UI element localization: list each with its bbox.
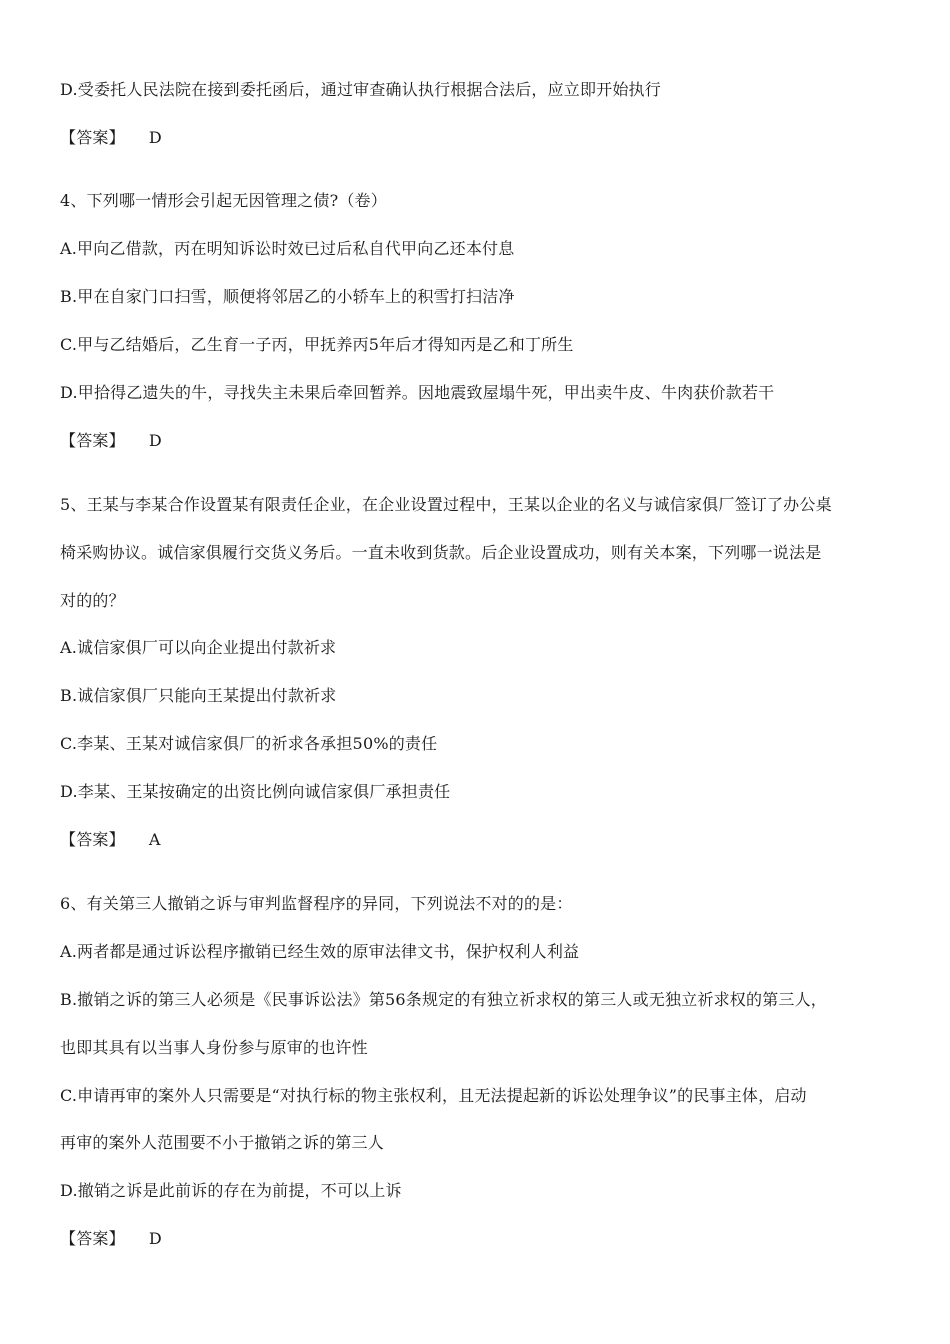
q6-option-d: D.撤销之诉是此前诉的存在为前提，不可以上诉 [60,1181,402,1200]
answer-label: 【答案】 [60,1229,125,1248]
q4-option-c: C.甲与乙结婚后，乙生育一子丙，甲抚养丙5年后才得知丙是乙和丁所生 [60,335,574,354]
q6-stem: 6、有关第三人撤销之诉与审判监督程序的异同，下列说法不对的的是： [60,894,573,913]
q5-option-c: C.李某、王某对诚信家俱厂的祈求各承担50%的责任 [60,734,438,753]
q5-option-b: B.诚信家俱厂只能向王某提出付款祈求 [60,686,337,705]
q5-option-d: D.李某、王某按确定的出资比例向诚信家俱厂承担责任 [60,782,451,801]
q6-option-c-line-1: C.申请再审的案外人只需要是“对执行标的物主张权利，且无法提起新的诉讼处理争议”的民事主体，启动 [60,1086,807,1105]
q6-option-a: A.两者都是通过诉讼程序撤销已经生效的原审法律文书，保护权利人利益 [60,942,580,961]
answer-label: 【答案】 [60,128,125,147]
q5-stem-line-2: 椅采购协议。诚信家俱履行交货义务后。一直未收到货款。后企业设置成功，则有关本案，下列哪一说法是 [60,543,822,562]
q5-option-a: A.诚信家俱厂可以向企业提出付款祈求 [60,638,337,657]
q6-answer [60,1228,900,1250]
answer-label: 【答案】 [60,431,125,450]
q6-option-b-line-1: B.撤销之诉的第三人必须是《民事诉讼法》第56条规定的有独立祈求权的第三人或无独立祈求权的第三人， [60,990,828,1009]
answer-label: 【答案】 [60,830,125,849]
q3-answer [60,127,900,149]
q5-stem-line-1: 5、王某与李某合作设置某有限责任企业，在企业设置过程中，王某以企业的名义与诚信家俱厂签订了办公桌 [60,495,832,514]
q4-stem: 4、下列哪一情形会引起无因管理之债?（卷） [60,191,387,210]
q5-answer [60,829,900,851]
answer-value: D [148,1229,162,1248]
q4-option-d: D.甲拾得乙遗失的牛，寻找失主未果后牵回暂养。因地震致屋塌牛死，甲出卖牛皮、牛肉获价款若干 [60,383,775,402]
q4-option-a: A.甲向乙借款，丙在明知诉讼时效已过后私自代甲向乙还本付息 [60,239,515,258]
q5-stem-line-3: 对的的？ [60,591,125,610]
q3-option-d: D.受委托人民法院在接到委托函后，通过审查确认执行根据合法后，应立即开始执行 [60,80,661,99]
q6-option-b-line-2: 也即其具有以当事人身份参与原审的也许性 [60,1038,368,1057]
q4-answer [60,430,900,452]
q6-option-c-line-2: 再审的案外人范围要不小于撤销之诉的第三人 [60,1133,385,1152]
answer-value: D [148,128,162,147]
answer-value: A [148,830,161,849]
q4-option-b: B.甲在自家门口扫雪，顺便将邻居乙的小轿车上的积雪打扫洁净 [60,287,515,306]
answer-value: D [148,431,162,450]
